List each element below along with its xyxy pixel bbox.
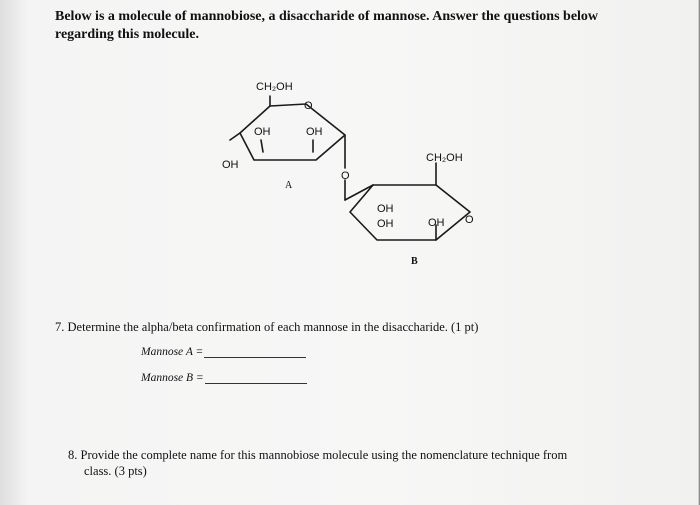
mannose-a-row [141,345,306,358]
question-8 [68,447,628,479]
ring-b-oh-bottom: OH [377,218,394,230]
ring-b-outline [350,185,470,240]
ring-a-oh-1: OH [254,126,271,138]
question-7: 7. Determine the alpha/beta confirmation of each mannose in the disaccharide. (1 pt) [55,320,479,334]
ring-b-label: B [411,256,418,267]
ring-a-oh-left: OH [222,159,239,171]
ring-b-ring-o: O [465,214,474,226]
mannose-b-row [141,371,307,384]
page-shadow [0,0,28,505]
mannose-b-label: Mannose B = [141,372,204,384]
ring-b-ch2oh: CH₂OH [426,152,463,164]
ring-a-ch2oh: CH₂OH [256,81,293,93]
ring-b-oh-top: OH [377,203,394,215]
mannobiose-structure [200,60,500,270]
ring-a-ring-o: O [304,100,313,112]
ring-a-label: A [285,180,293,191]
mannose-b-answer-line[interactable] [205,371,307,384]
question-8-line-2: class. (3 pts) [84,464,147,478]
ring-b-oh-right: OH [428,217,445,229]
glycosidic-oxygen: O [341,170,350,182]
mannose-a-label: Mannose A = [141,346,204,358]
intro-text: Below is a molecule of mannobiose, a disaccharide of mannose. Answer the questions below regarding this molecule. [55,9,599,42]
question-8-line-1: 8. Provide the complete name for this mannobiose molecule using the nomenclature technique from [68,448,568,462]
ring-a-oh-2: OH [306,126,323,138]
mannose-a-answer-line[interactable] [204,345,306,358]
